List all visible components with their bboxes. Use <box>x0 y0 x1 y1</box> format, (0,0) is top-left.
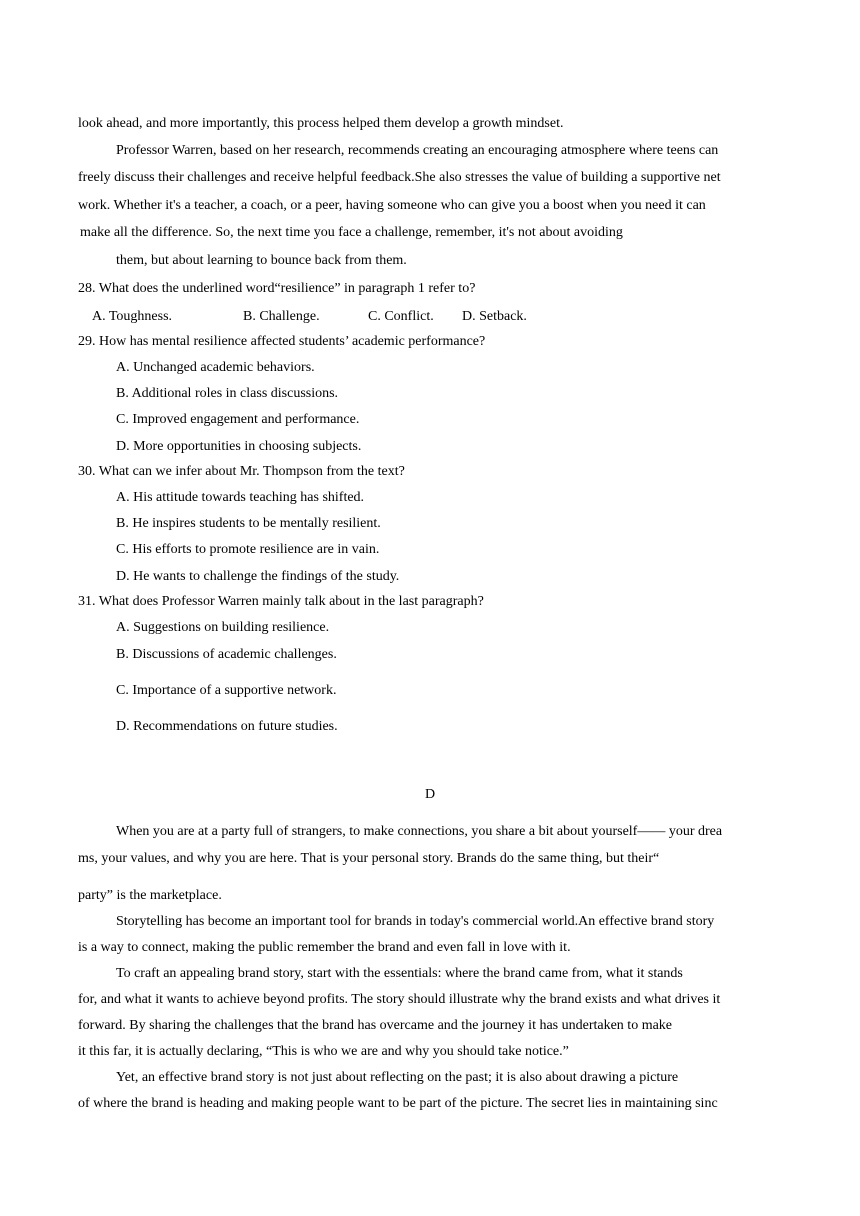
question-28-option-c: C. Conflict. <box>368 309 434 324</box>
passage-d-line-4: Storytelling has become an important tool for brands in today's commercial world.An effective brand story <box>116 914 715 929</box>
passage-c-line-1: look ahead, and more importantly, this process helped them develop a growth mindset. <box>78 116 564 131</box>
question-30-option-b: B. He inspires students to be mentally resilient. <box>116 516 381 531</box>
passage-d-line-7: for, and what it wants to achieve beyond profits. The story should illustrate why the brand exists and what drives it <box>78 992 721 1007</box>
question-30-option-a: A. His attitude towards teaching has shifted. <box>116 490 365 505</box>
question-29-option-c: C. Improved engagement and performance. <box>116 412 360 427</box>
question-29-option-d: D. More opportunities in choosing subjects. <box>116 439 362 454</box>
passage-d-line-10: Yet, an effective brand story is not just about reflecting on the past; it is also about drawing a picture <box>116 1070 679 1085</box>
question-29-stem: 29. How has mental resilience affected students’ academic performance? <box>78 334 486 349</box>
passage-d-line-9: it this far, it is actually declaring, “This is who we are and why you should take notice.” <box>78 1044 569 1059</box>
passage-d-line-2: ms, your values, and why you are here. That is your personal story. Brands do the same thing, but their“ <box>78 851 660 866</box>
passage-c-line-2: Professor Warren, based on her research, recommends creating an encouraging atmosphere where teens can <box>116 143 719 158</box>
question-28-stem: 28. What does the underlined word“resilience” in paragraph 1 refer to? <box>78 281 476 296</box>
question-30-option-d: D. He wants to challenge the findings of the study. <box>116 569 400 584</box>
question-30-stem: 30. What can we infer about Mr. Thompson from the text? <box>78 464 405 479</box>
question-28-option-b: B. Challenge. <box>243 309 320 324</box>
question-31-option-a: A. Suggestions on building resilience. <box>116 620 330 635</box>
passage-d-line-8: forward. By sharing the challenges that the brand has overcame and the journey it has undertaken to make <box>78 1018 673 1033</box>
passage-d-line-5: is a way to connect, making the public remember the brand and even fall in love with it. <box>78 940 571 955</box>
passage-c-line-3: freely discuss their challenges and receive helpful feedback.She also stresses the value of building a supportive net <box>78 170 721 185</box>
passage-c-line-4: work. Whether it's a teacher, a coach, or a peer, having someone who can give you a boost when you need it can <box>78 198 706 213</box>
passage-d-line-3: party” is the marketplace. <box>78 888 222 903</box>
question-31-stem: 31. What does Professor Warren mainly talk about in the last paragraph? <box>78 594 484 609</box>
question-28-option-d: D. Setback. <box>462 309 527 324</box>
passage-d-line-11: of where the brand is heading and making people want to be part of the picture. The secret lies in maintaining sinc <box>78 1096 718 1111</box>
passage-d-line-6: To craft an appealing brand story, start with the essentials: where the brand came from, what it stands <box>116 966 683 981</box>
question-29-option-a: A. Unchanged academic behaviors. <box>116 360 315 375</box>
question-28-option-a: A. Toughness. <box>92 309 173 324</box>
question-29-option-b: B. Additional roles in class discussions. <box>116 386 339 401</box>
question-30-option-c: C. His efforts to promote resilience are in vain. <box>116 542 380 557</box>
passage-c-line-6: them, but about learning to bounce back from them. <box>116 253 407 268</box>
passage-d-line-1: When you are at a party full of strangers, to make connections, you share a bit about yourself—— your drea <box>116 824 723 839</box>
question-31-option-c: C. Importance of a supportive network. <box>116 683 337 698</box>
question-31-option-d: D. Recommendations on future studies. <box>116 719 338 734</box>
question-31-option-b: B. Discussions of academic challenges. <box>116 647 337 662</box>
passage-d-heading: D <box>424 787 436 802</box>
passage-c-line-5: make all the difference. So, the next time you face a challenge, remember, it's not about avoiding <box>80 225 623 240</box>
